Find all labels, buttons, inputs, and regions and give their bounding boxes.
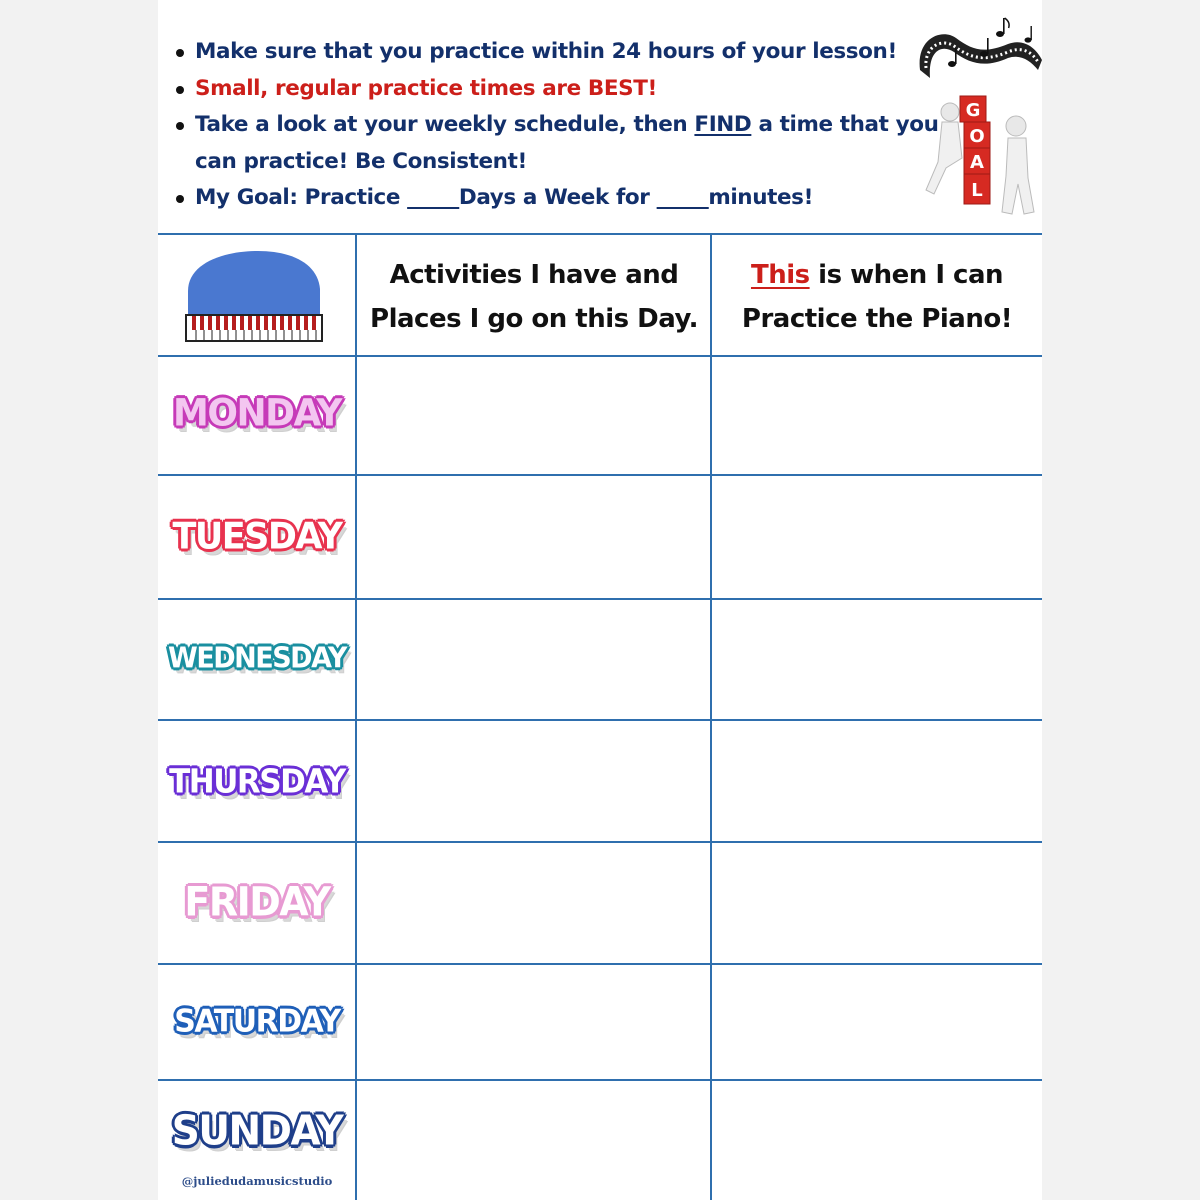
instruction-item: Make sure that you practice within 24 hours of your lesson! <box>172 34 952 71</box>
day-label-saturday: SATURDAY <box>174 1003 340 1040</box>
find-emphasis: FIND <box>694 112 752 137</box>
practice-column-header: This is when I can Practice the Piano! <box>741 260 1013 334</box>
svg-text:A: A <box>970 152 984 173</box>
grand-piano-icon <box>184 245 324 345</box>
day-label-wednesday: WEDNESDAY <box>168 642 346 675</box>
svg-text:G: G <box>965 100 981 121</box>
day-label-friday: FRIDAY <box>184 878 330 926</box>
schedule-table <box>158 233 1042 1200</box>
day-label-monday: MONDAY <box>173 391 341 436</box>
instruction-item: Small, regular practice times are BEST! <box>172 71 952 108</box>
keyboard-ribbon-icon <box>920 34 1042 78</box>
goal-blocks-icon <box>960 96 990 204</box>
day-label-sunday: SUNDAY <box>171 1107 343 1156</box>
day-label-thursday: THURSDAY <box>169 763 345 801</box>
activities-column-header: Activities I have and Places I go on this Day. <box>370 260 698 334</box>
svg-text:L: L <box>971 180 983 201</box>
day-label-tuesday: TUESDAY <box>172 516 342 558</box>
studio-credit: @juliedudamusicstudio <box>181 1174 333 1188</box>
instruction-list <box>172 34 952 217</box>
this-emphasis: This <box>750 260 810 290</box>
goal-item: My Goal: Practice _____Days a Week for _____minutes! <box>172 180 952 217</box>
instruction-item: Take a look at your weekly schedule, then FIND a time that you can practice! Be Consistent! <box>172 107 952 180</box>
goal-music-illustration <box>912 8 1044 218</box>
svg-text:O: O <box>969 126 985 147</box>
